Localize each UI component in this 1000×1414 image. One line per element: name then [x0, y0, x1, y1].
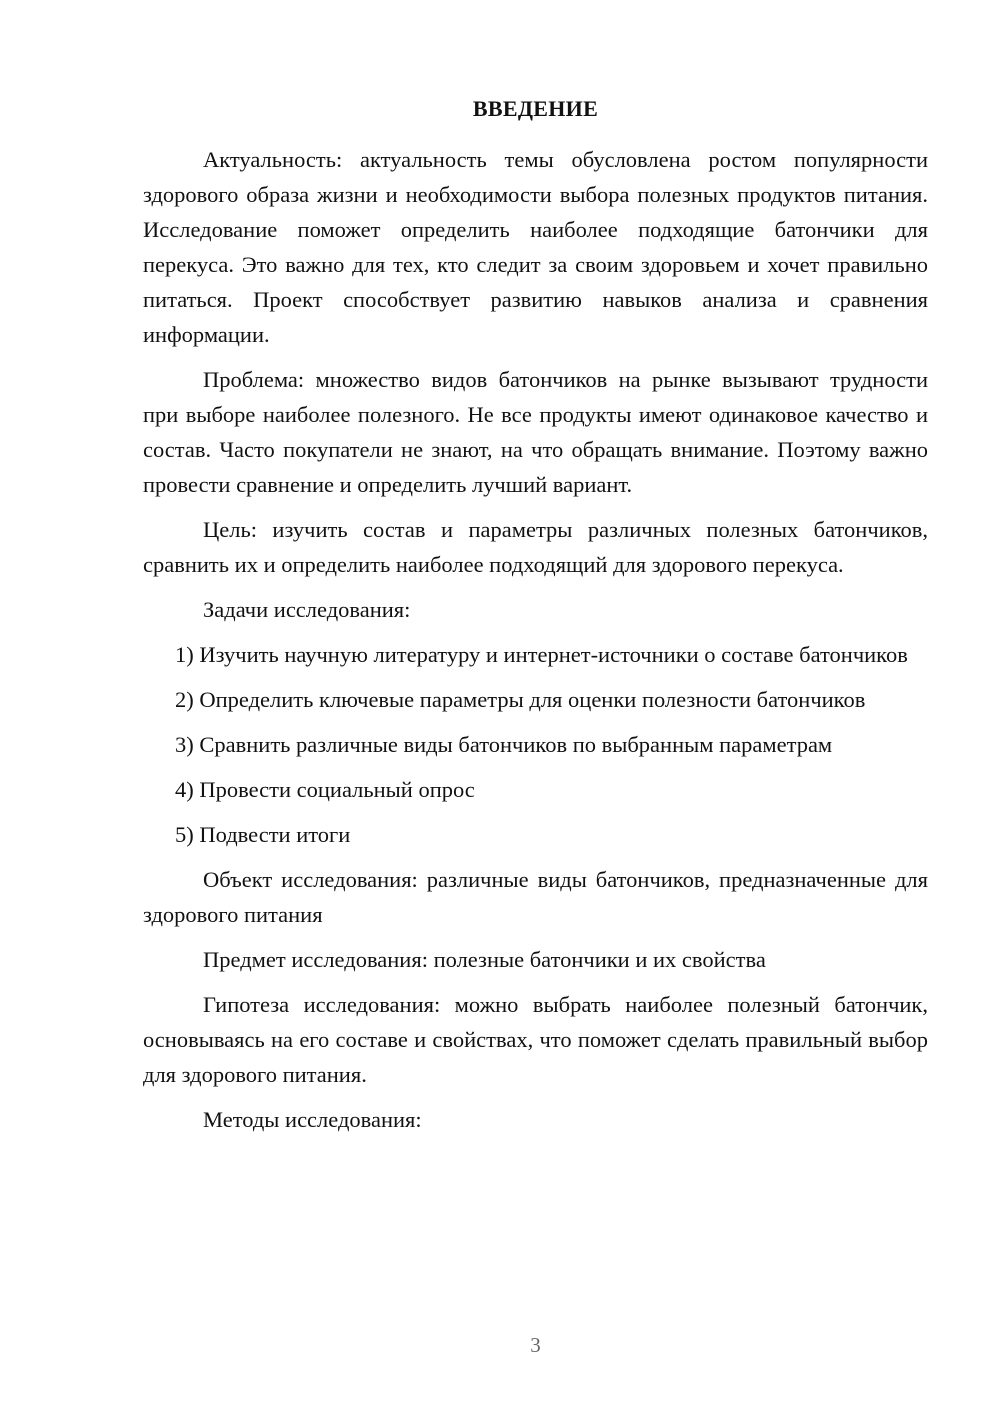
methods-heading: Методы исследования: [203, 1107, 422, 1132]
task-item-4: 4) Провести социальный опрос [175, 777, 475, 802]
hypothesis-paragraph: Гипотеза исследования: можно выбрать наиболее полезный батончик, основываясь на его составе и свойствах, что поможет сделать правильный выбор для здорового питания. [143, 992, 928, 1087]
problem-paragraph: Проблема: множество видов батончиков на рынке вызывают трудности при выборе наиболее полезного. Не все продукты имеют одинаковое качество и состав. Часто покупатели не знают, на что обращать внимание. Поэтому важно провести сравнение и определить лучший вариант. [143, 367, 928, 497]
task-item-2: 2) Определить ключевые параметры для оценки полезности батончиков [175, 687, 866, 712]
tasks-heading: Задачи исследования: [203, 597, 411, 622]
relevance-paragraph: Актуальность: актуальность темы обусловлена ростом популярности здорового образа жизни и необходимости выбора полезных продуктов питания. Исследование поможет определить наиболее подходящие батончики для перекуса. Это важно для тех, кто следит за своим здоровьем и хочет правильно питаться. Проект способствует развитию навыков анализа и сравнения информации. [143, 147, 928, 347]
document-body [143, 142, 928, 1147]
task-item-1: 1) Изучить научную литературу и интернет-источники о составе батончиков [175, 642, 908, 667]
object-paragraph: Объект исследования: различные виды батончиков, предназначенные для здорового питания [143, 867, 928, 927]
goal-paragraph: Цель: изучить состав и параметры различных полезных батончиков, сравнить их и определить наиболее подходящий для здорового перекуса. [143, 517, 928, 577]
page-number: 3 [530, 1333, 541, 1357]
task-item-5: 5) Подвести итоги [175, 822, 351, 847]
subject-paragraph: Предмет исследования: полезные батончики и их свойства [203, 947, 766, 972]
document-page [143, 0, 928, 1414]
task-item-3: 3) Сравнить различные виды батончиков по выбранным параметрам [175, 732, 833, 757]
page-title: ВВЕДЕНИЕ [472, 96, 599, 121]
